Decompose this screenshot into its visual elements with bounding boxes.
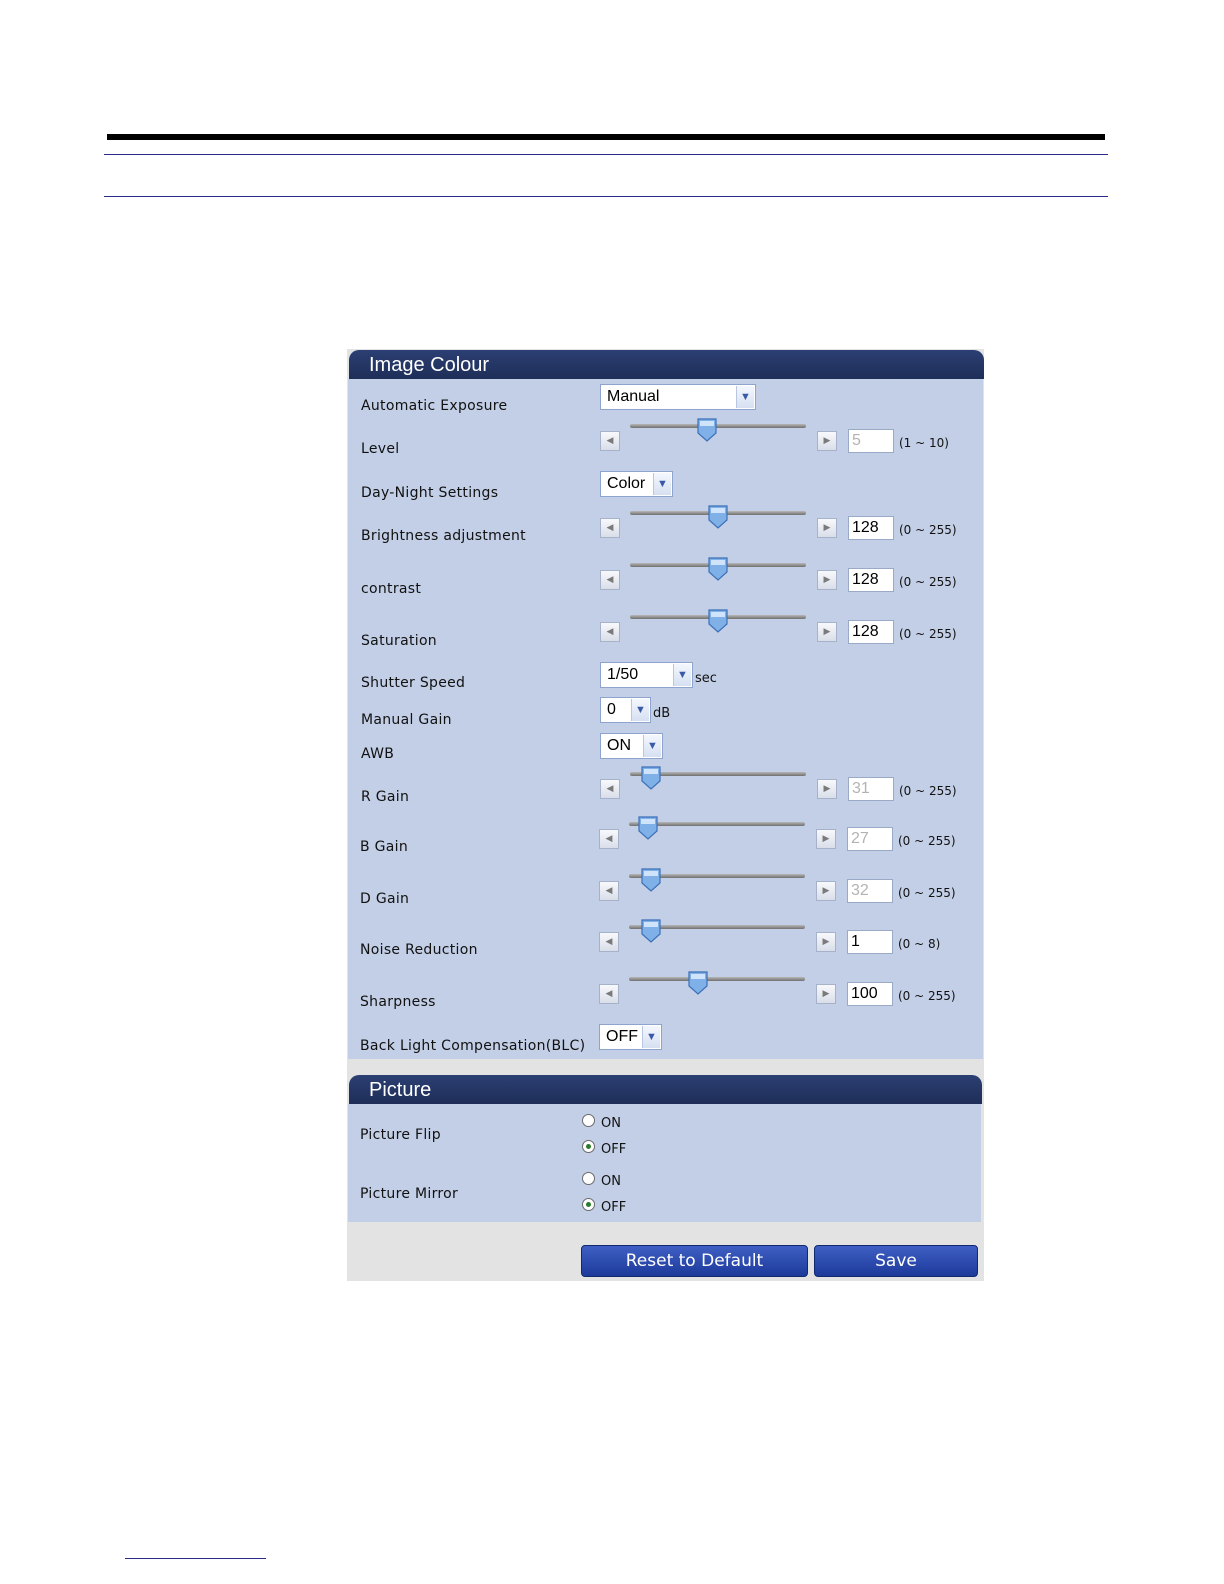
- noise-reduction-slider-thumb[interactable]: [641, 919, 661, 943]
- picture-flip-off-radio[interactable]: [582, 1140, 595, 1153]
- header-rule-thick: [107, 134, 1105, 140]
- sharpness-value-input[interactable]: 100: [847, 982, 893, 1006]
- manual-gain-value: 0: [607, 701, 616, 718]
- noise-reduction-range: (0 ~ 8): [898, 937, 941, 951]
- blc-label: Back Light Compensation(BLC): [360, 1038, 586, 1054]
- contrast-value-input[interactable]: 128: [848, 568, 894, 592]
- sharpness-range: (0 ~ 255): [898, 989, 956, 1003]
- sharpness-decrease-arrow-icon[interactable]: ◀: [599, 984, 619, 1004]
- picture-flip-off-label: OFF: [601, 1142, 627, 1157]
- brightness-value-input[interactable]: 128: [848, 516, 894, 540]
- day-night-label: Day-Night Settings: [361, 485, 499, 501]
- picture-flip-on-label: ON: [601, 1116, 621, 1131]
- picture-body: [348, 1104, 981, 1222]
- saturation-slider-thumb[interactable]: [708, 609, 728, 633]
- noise-reduction-increase-arrow-icon[interactable]: ▶: [816, 932, 836, 952]
- picture-mirror-off-label: OFF: [601, 1200, 627, 1215]
- noise-reduction-label: Noise Reduction: [360, 942, 478, 958]
- image-colour-body: [348, 379, 983, 1059]
- shutter-speed-unit: sec: [695, 671, 717, 686]
- noise-reduction-value-input[interactable]: 1: [847, 930, 893, 954]
- d-gain-value-input[interactable]: 32: [847, 879, 893, 903]
- b-gain-range: (0 ~ 255): [898, 834, 956, 848]
- level-label: Level: [361, 441, 400, 457]
- b-gain-value-input[interactable]: 27: [847, 827, 893, 851]
- b-gain-slider-thumb[interactable]: [638, 816, 658, 840]
- shutter-speed-value: 1/50: [607, 666, 639, 683]
- d-gain-range: (0 ~ 255): [898, 886, 956, 900]
- sharpness-increase-arrow-icon[interactable]: ▶: [816, 984, 836, 1004]
- chevron-down-icon[interactable]: ▼: [631, 699, 649, 721]
- shutter-speed-label: Shutter Speed: [361, 675, 466, 691]
- sharpness-slider-thumb[interactable]: [688, 971, 708, 995]
- sharpness-slider-track[interactable]: [629, 977, 805, 981]
- saturation-decrease-arrow-icon[interactable]: ◀: [600, 622, 620, 642]
- saturation-value-input[interactable]: 128: [848, 620, 894, 644]
- contrast-slider-thumb[interactable]: [708, 557, 728, 581]
- manual-gain-label: Manual Gain: [361, 712, 452, 728]
- brightness-slider-thumb[interactable]: [708, 505, 728, 529]
- image-colour-title: Image Colour: [369, 354, 490, 376]
- picture-mirror-on-label: ON: [601, 1174, 621, 1189]
- auto-exposure-select[interactable]: [600, 384, 756, 410]
- manual-gain-unit: dB: [653, 706, 671, 721]
- chevron-down-icon[interactable]: ▼: [642, 1026, 660, 1048]
- chevron-down-icon[interactable]: ▼: [643, 735, 661, 757]
- level-decrease-arrow-icon[interactable]: ◀: [600, 431, 620, 451]
- picture-mirror-off-radio[interactable]: [582, 1198, 595, 1211]
- awb-select[interactable]: [600, 733, 663, 759]
- b-gain-decrease-arrow-icon[interactable]: ◀: [599, 829, 619, 849]
- chevron-down-icon[interactable]: ▼: [736, 386, 754, 408]
- saturation-increase-arrow-icon[interactable]: ▶: [817, 622, 837, 642]
- brightness-range: (0 ~ 255): [899, 523, 957, 537]
- saturation-range: (0 ~ 255): [899, 627, 957, 641]
- chevron-down-icon[interactable]: ▼: [673, 664, 691, 686]
- header-rule-thin-bottom: [104, 196, 1108, 197]
- r-gain-increase-arrow-icon[interactable]: ▶: [817, 779, 837, 799]
- level-slider-thumb[interactable]: [697, 418, 717, 442]
- manual-gain-select[interactable]: [600, 697, 651, 723]
- sharpness-label: Sharpness: [360, 994, 436, 1010]
- level-slider-track[interactable]: [630, 424, 806, 428]
- brightness-label: Brightness adjustment: [361, 528, 526, 544]
- d-gain-label: D Gain: [360, 891, 410, 907]
- header-rule-thin-top: [104, 154, 1108, 155]
- noise-reduction-decrease-arrow-icon[interactable]: ◀: [599, 932, 619, 952]
- level-range: (1 ~ 10): [899, 436, 949, 450]
- brightness-decrease-arrow-icon[interactable]: ◀: [600, 518, 620, 538]
- blc-select[interactable]: [599, 1024, 662, 1050]
- r-gain-decrease-arrow-icon[interactable]: ◀: [600, 779, 620, 799]
- contrast-decrease-arrow-icon[interactable]: ◀: [600, 570, 620, 590]
- auto-exposure-label: Automatic Exposure: [361, 398, 508, 414]
- picture-mirror-label: Picture Mirror: [360, 1186, 459, 1202]
- picture-mirror-on-radio[interactable]: [582, 1172, 595, 1185]
- picture-flip-on-radio[interactable]: [582, 1114, 595, 1127]
- contrast-increase-arrow-icon[interactable]: ▶: [817, 570, 837, 590]
- settings-panel: [347, 349, 984, 1281]
- shutter-speed-select[interactable]: [600, 662, 693, 688]
- reset-to-default-button[interactable]: Reset to Default: [581, 1245, 808, 1277]
- day-night-select[interactable]: [600, 471, 673, 497]
- brightness-increase-arrow-icon[interactable]: ▶: [817, 518, 837, 538]
- d-gain-decrease-arrow-icon[interactable]: ◀: [599, 881, 619, 901]
- r-gain-slider-thumb[interactable]: [641, 766, 661, 790]
- auto-exposure-value: Manual: [607, 388, 660, 405]
- r-gain-range: (0 ~ 255): [899, 784, 957, 798]
- picture-header: [349, 1075, 982, 1104]
- blc-value: OFF: [606, 1028, 638, 1045]
- r-gain-value-input[interactable]: 31: [848, 777, 894, 801]
- level-increase-arrow-icon[interactable]: ▶: [817, 431, 837, 451]
- level-value-input[interactable]: 5: [848, 429, 894, 453]
- contrast-label: contrast: [361, 581, 422, 597]
- picture-title: Picture: [369, 1079, 432, 1101]
- awb-value: ON: [607, 737, 631, 754]
- save-button[interactable]: Save: [814, 1245, 978, 1277]
- image-colour-header: [349, 350, 984, 379]
- saturation-label: Saturation: [361, 633, 437, 649]
- d-gain-increase-arrow-icon[interactable]: ▶: [816, 881, 836, 901]
- b-gain-increase-arrow-icon[interactable]: ▶: [816, 829, 836, 849]
- b-gain-label: B Gain: [360, 839, 409, 855]
- picture-flip-label: Picture Flip: [360, 1127, 441, 1143]
- d-gain-slider-thumb[interactable]: [641, 868, 661, 892]
- day-night-value: Color: [607, 475, 646, 492]
- r-gain-label: R Gain: [361, 789, 410, 805]
- awb-label: AWB: [361, 746, 395, 762]
- footer-rule: [125, 1558, 266, 1559]
- chevron-down-icon[interactable]: ▼: [653, 473, 671, 495]
- contrast-range: (0 ~ 255): [899, 575, 957, 589]
